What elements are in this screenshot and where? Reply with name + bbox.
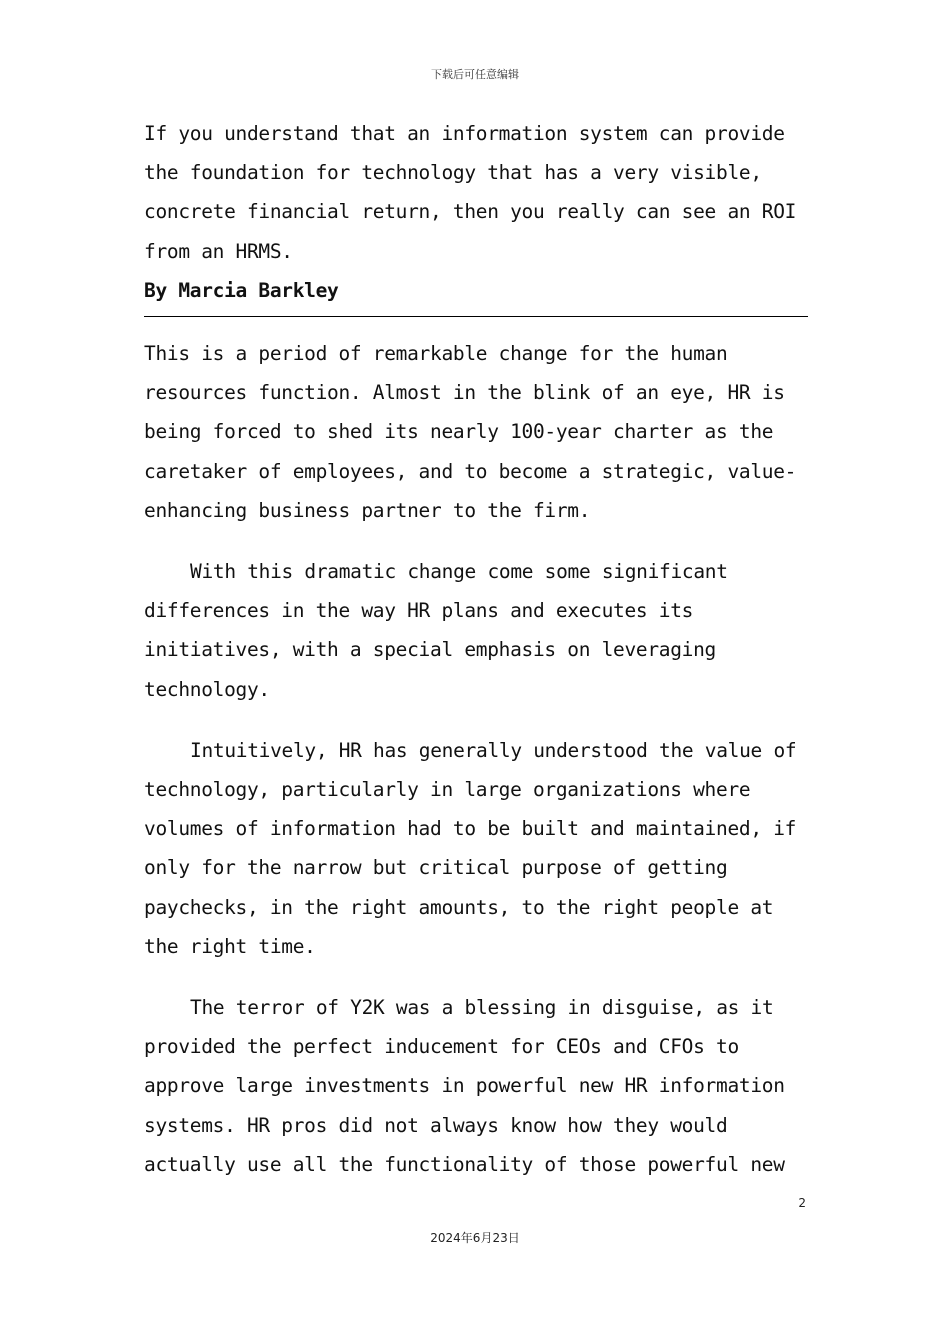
page-number: 2 bbox=[798, 1196, 806, 1210]
document-body bbox=[144, 114, 808, 1184]
body-paragraph-2: With this dramatic change come some significant differences in the way HR plans and executes its initiatives, with a special emphasis on leveraging technology. bbox=[144, 560, 728, 701]
body-paragraph-3: Intuitively, HR has generally understood the value of technology, particularly in large organizations where volumes of information had to be built and maintained, if only for the narrow but critical purpose of getting paychecks, in the right amounts, to the right people at the right time. bbox=[144, 738, 797, 958]
body-paragraph-1: This is a period of remarkable change for the human resources function. Almost in the blink of an eye, HR is being forced to shed its nearly 100-year charter as the caretaker of employees, and to become a strategic, value-enhancing business partner to the firm. bbox=[144, 342, 797, 522]
header-note: 下载后可任意编辑 bbox=[431, 68, 519, 81]
author-byline: By Marcia Barkley bbox=[144, 278, 339, 302]
intro-paragraph: If you understand that an information system can provide the foundation for technology that has a very visible, concrete financial return, then you really can see an ROI from an HRMS. bbox=[144, 122, 797, 263]
footer-date: 2024年6月23日 bbox=[430, 1231, 520, 1245]
body-paragraph-4: The terror of Y2K was a blessing in disguise, as it provided the perfect inducement for CEOs and CFOs to approve large investments in powerful new HR information systems. HR pros did not always know how they would actually use all the functionality of those powerful new bbox=[144, 996, 785, 1176]
byline-divider bbox=[144, 316, 808, 317]
